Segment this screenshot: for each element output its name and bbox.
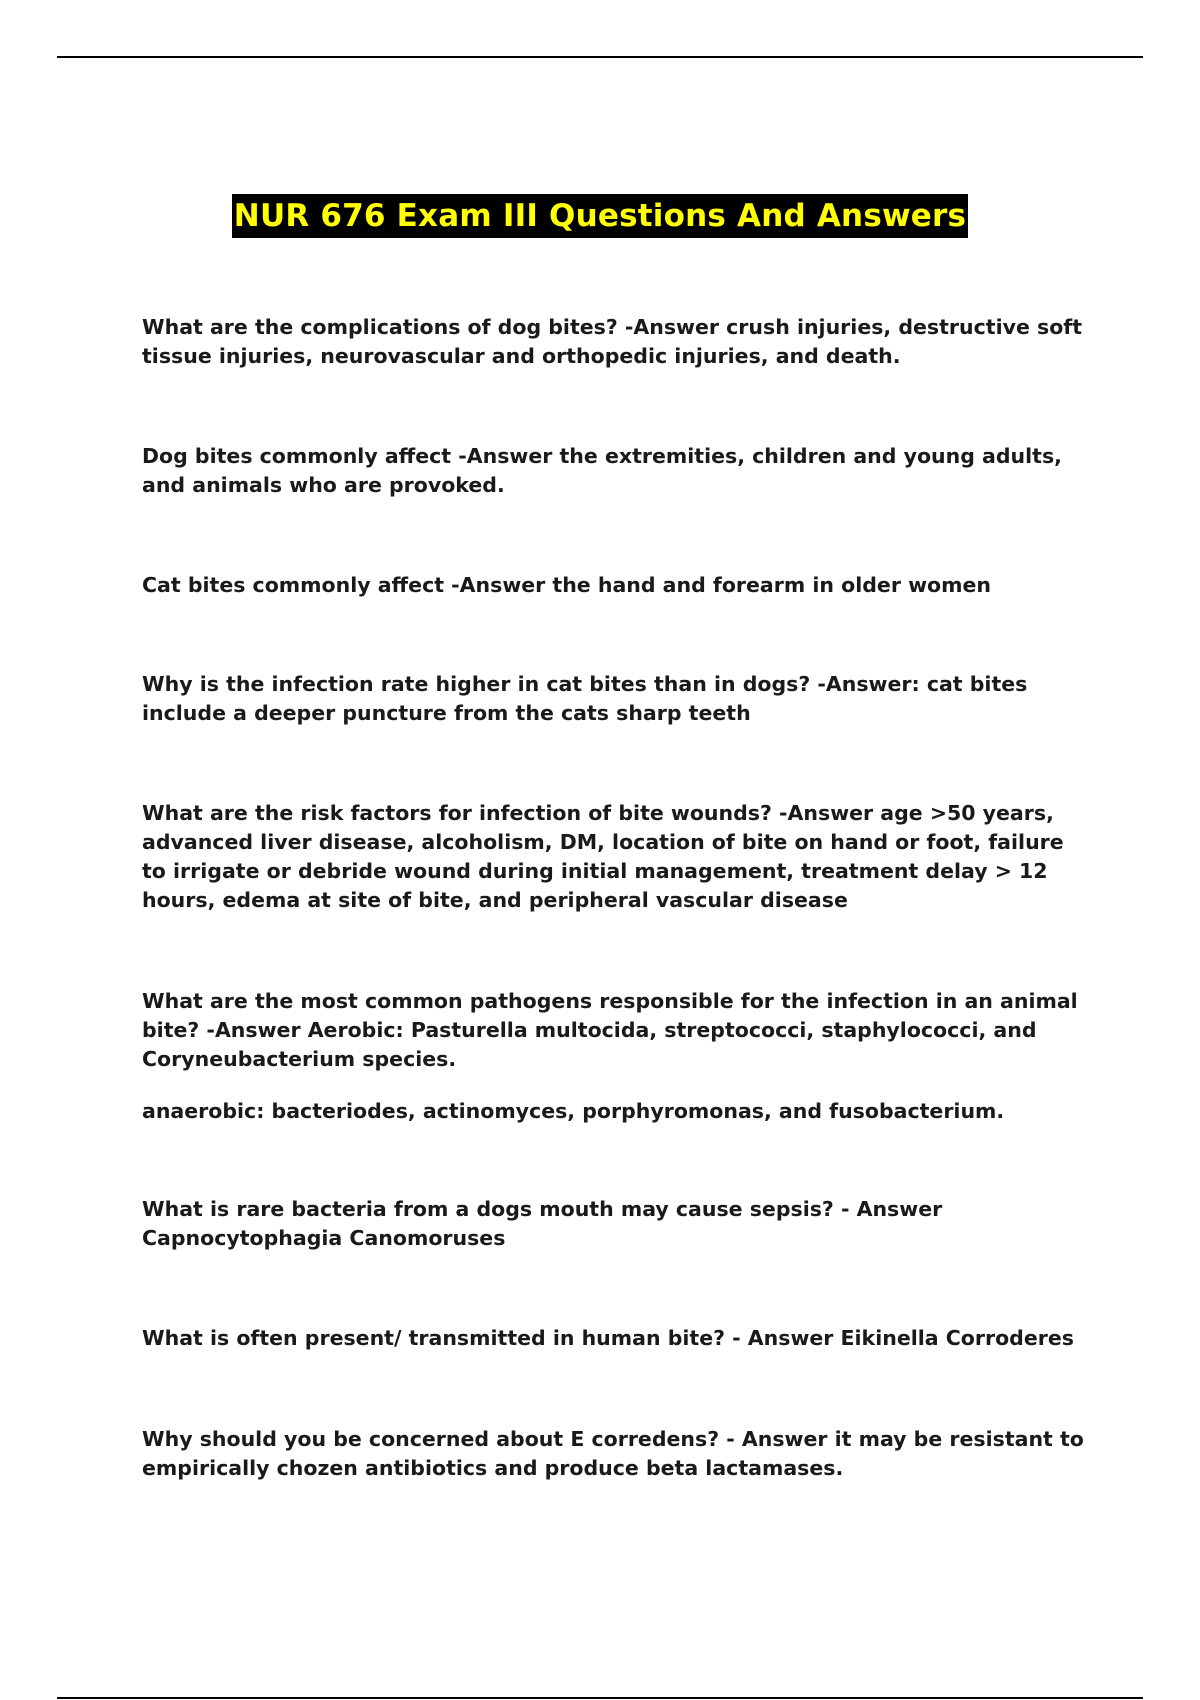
- qa-item-cat-bites-affect: Cat bites commonly affect -Answer the hand and forearm in older women: [142, 573, 991, 597]
- bottom-divider: [57, 1697, 1143, 1699]
- qa-item-cat-bite-infection-rate: Why is the infection rate higher in cat bites than in dogs? -Answer: cat bites include a deeper puncture from the cats sharp teeth: [142, 672, 1028, 725]
- document-title: NUR 676 Exam III Questions And Answers: [232, 194, 968, 238]
- qa-item-dog-bite-complications: What are the complications of dog bites? -Answer crush injuries, destructive soft tissue injuries, neurovascular and orthopedic injuries, and death.: [142, 315, 1083, 368]
- qa-item-anaerobic-pathogens: anaerobic: bacteriodes, actinomyces, porphyromonas, and fusobacterium.: [142, 1099, 1005, 1123]
- qa-item-e-corredens-concern: Why should you be concerned about E corredens? - Answer it may be resistant to empirically chozen antibiotics and produce beta lactamases.: [142, 1427, 1084, 1480]
- qa-item-risk-factors: What are the risk factors for infection of bite wounds? -Answer age >50 years, advanced liver disease, alcoholism, DM, location of bite on hand or foot, failure to irrigate or debride wound during initial management, treatment delay > 12 hours, edema at site of bite, and peripheral vascular disease: [142, 801, 1064, 912]
- qa-item-human-bite: What is often present/ transmitted in human bite? - Answer Eikinella Corroderes: [142, 1326, 1074, 1350]
- top-divider: [57, 56, 1143, 58]
- qa-item-common-pathogens: What are the most common pathogens responsible for the infection in an animal bite? -Answer Aerobic: Pasturella multocida, streptococci, staphylococci, and Coryneubacterium species.: [142, 989, 1078, 1071]
- qa-item-dog-mouth-sepsis: What is rare bacteria from a dogs mouth may cause sepsis? - Answer Capnocytophagia Canomoruses: [142, 1197, 943, 1250]
- title-container: [0, 194, 1200, 238]
- qa-item-dog-bites-affect: Dog bites commonly affect -Answer the extremities, children and young adults, and animals who are provoked.: [142, 444, 1062, 497]
